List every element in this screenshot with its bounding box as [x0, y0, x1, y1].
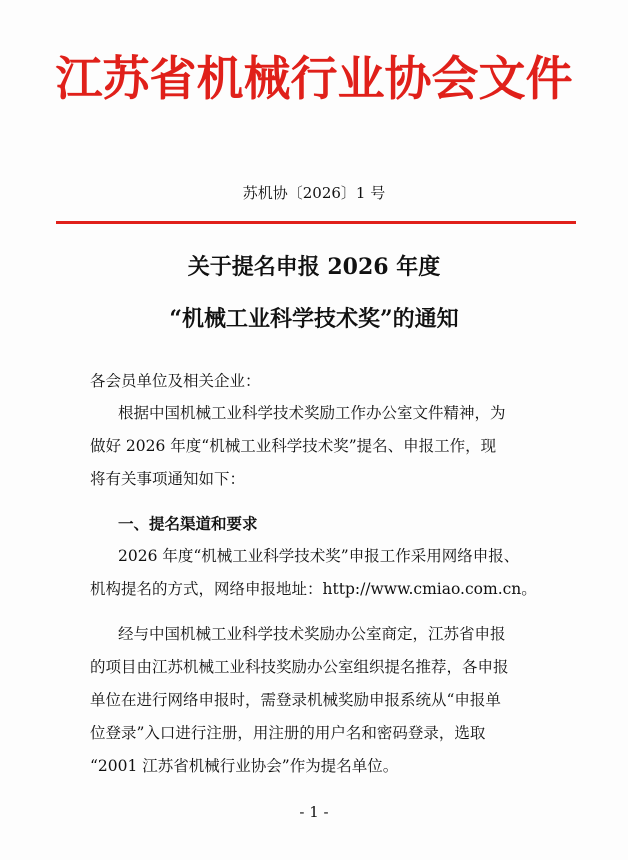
- page-number: - 1 -: [299, 803, 329, 821]
- document-masthead: 江苏省机械行业协会文件: [55, 52, 573, 107]
- document-title-line-1: 关于提名申报 2026 年度: [187, 254, 441, 280]
- salutation: 各会员单位及相关企业：: [90, 372, 261, 390]
- paragraph-3-line-4: 位登录”入口进行注册，用注册的用户名和密码登录，选取: [90, 724, 486, 742]
- paragraph-1-line-1: 根据中国机械工业科学技术奖励工作办公室文件精神，为: [118, 404, 506, 422]
- red-divider-line: [56, 221, 576, 224]
- paragraph-3-line-2: 的项目由江苏机械工业科技奖励办公室组织提名推荐，各申报: [90, 658, 509, 676]
- document-number: 苏机协〔2026〕1 号: [242, 184, 386, 202]
- paragraph-2-line-1: 2026 年度“机械工业科学技术奖”申报工作采用网络申报、: [118, 547, 520, 565]
- paragraph-3-line-5: “2001 江苏省机械行业协会”作为提名单位。: [90, 757, 399, 775]
- paragraph-3-line-3: 单位在进行网络申报时，需登录机械奖励申报系统从“申报单: [90, 691, 501, 709]
- paragraph-3-line-1: 经与中国机械工业科学技术奖励办公室商定，江苏省申报: [118, 625, 506, 643]
- section-1-heading: 一、提名渠道和要求: [118, 514, 258, 533]
- paragraph-1-line-3: 将有关事项通知如下：: [90, 470, 246, 488]
- document-title-line-2: “机械工业科学技术奖”的通知: [169, 306, 459, 332]
- paragraph-2-line-2: 机构提名的方式，网络申报地址：http://www.cmiao.com.cn。: [90, 580, 537, 598]
- paragraph-1-line-2: 做好 2026 年度“机械工业科学技术奖”提名、申报工作，现: [90, 437, 497, 455]
